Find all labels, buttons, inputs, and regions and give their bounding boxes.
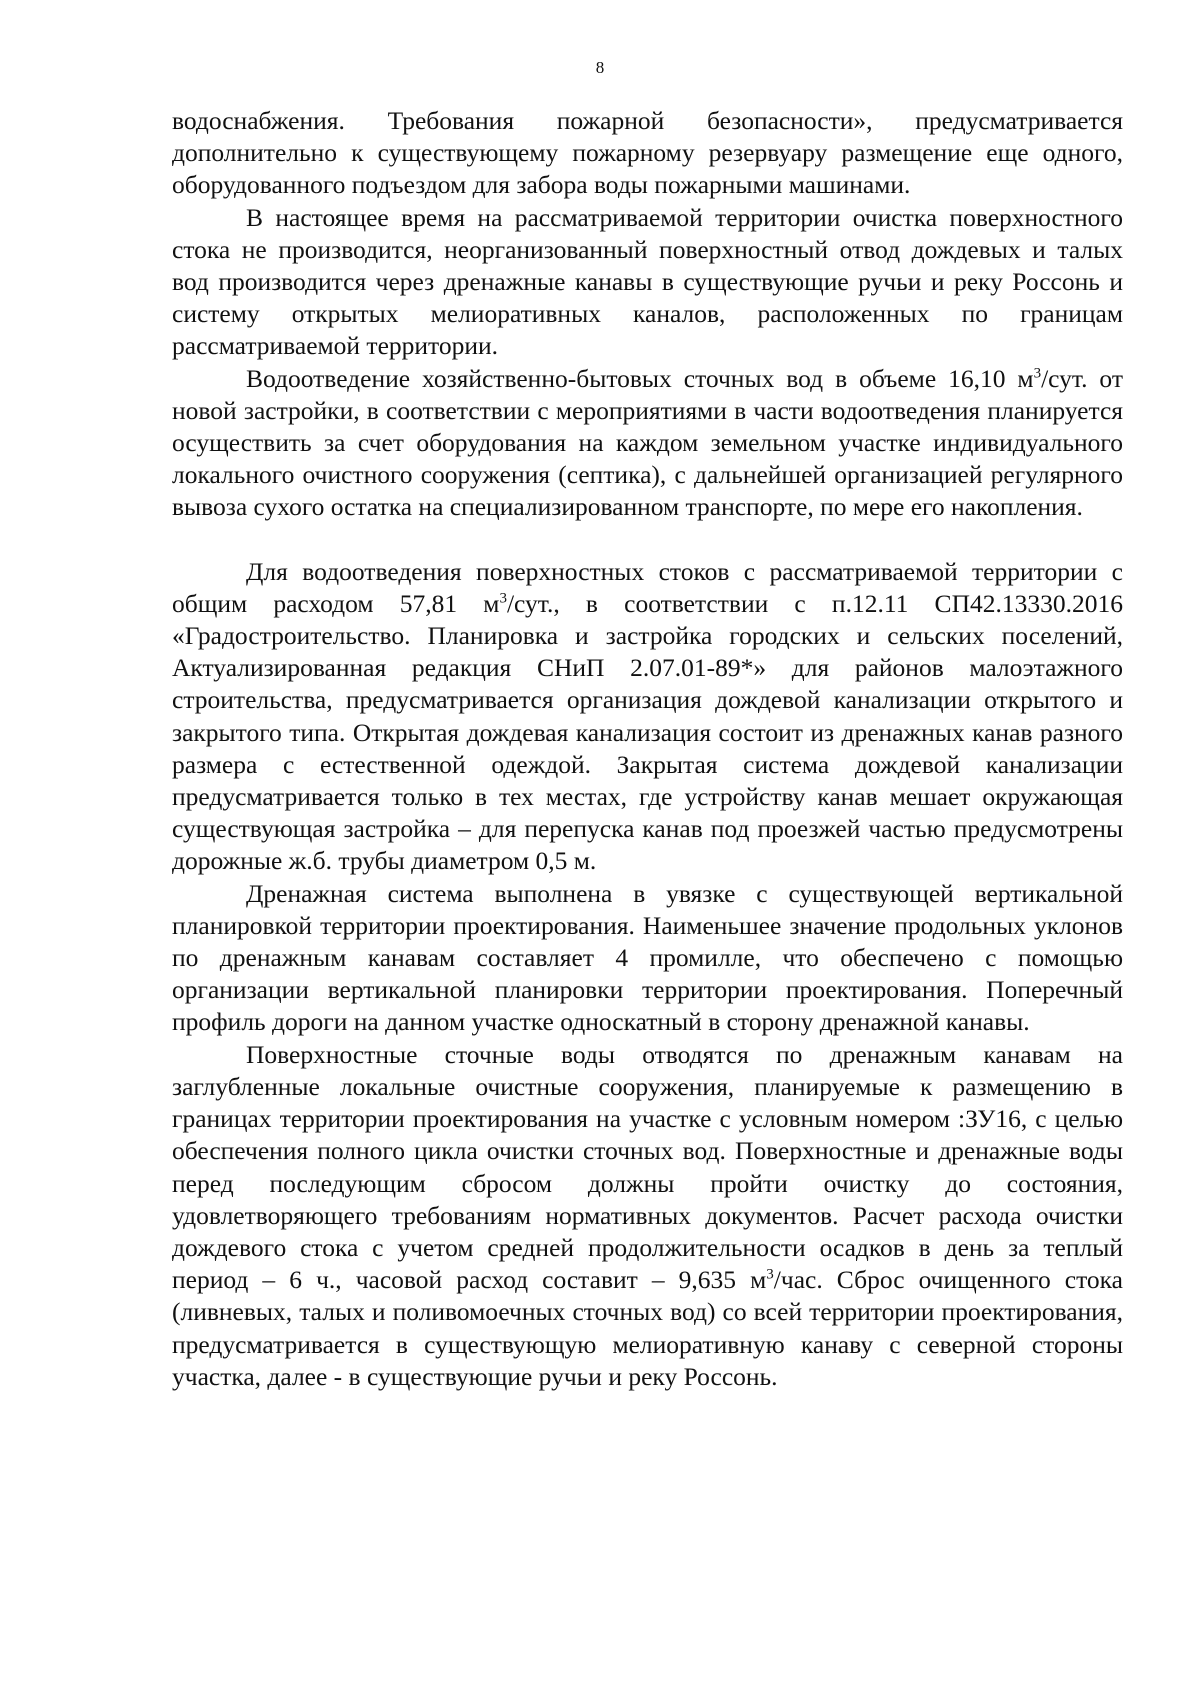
paragraph-treatment-facilities <box>172 1039 1123 1393</box>
paragraph-storm-sewer <box>172 556 1123 878</box>
paragraph-text: /час. Сброс очищенного стока (ливневых, талых и поливомоечных сточных вод) со всей территории проектирования, предусматривается в существующую мелиоративную канаву с северной стороны участка, далее - в существующие ручьи и реку Россонь. <box>172 1265 1123 1391</box>
paragraph-surface-runoff-current: В настоящее время на рассматриваемой территории очистка поверхностного стока не производится, неорганизованный поверхностный отвод дождевых и талых вод производится через дренажные канавы в существующие ручьи и реку Россонь и систему открытых мелиоративных каналов, расположенных по границам рассматриваемой территории. <box>172 202 1123 361</box>
paragraph-text: Поверхностные сточные воды отводятся по дренажным канавам на заглубленные локальные очистные сооружения, планируемые к размещению в границах территории проектирования на участке с условным номером :ЗУ16, с целью обеспечения полного цикла очистки сточных вод. Поверхностные и дренажные воды перед последующим сбросом должны пройти очистку до состояния, удовлетворяющего требованиям нормативных документов. Расчет расхода очистки дождевого стока с учетом средней продолжительности осадков в день за теплый период – 6 ч., часовой расход составит – 9,635 м <box>172 1039 1123 1295</box>
superscript: 3 <box>1033 365 1042 382</box>
paragraph-drainage-system: Дренажная система выполнена в увязке с существующей вертикальной планировкой территории проектирования. Наименьшее значение продольных уклонов по дренажным канавам составляет 4 промилле, что обеспечено с помощью организации вертикальной планировки территории проектирования. Поперечный профиль дороги на данном участке односкатный в сторону дренажной канавы. <box>172 878 1123 1037</box>
superscript: 3 <box>499 590 507 607</box>
superscript: 3 <box>766 1266 774 1283</box>
page-number: 8 <box>595 58 605 77</box>
paragraph-domestic-wastewater <box>172 363 1123 524</box>
paragraph-fire-water-supply: водоснабжения. Требования пожарной безопасности», предусматривается дополнительно к существующему пожарному резервуару размещение еще одного, оборудованного подъездом для забора воды пожарными машинами. <box>172 106 1123 200</box>
paragraph-text: Водоотведение хозяйственно-бытовых сточных вод в объеме 16,10 м <box>246 363 1034 393</box>
paragraph-text: /сут., в соответствии с п.12.11 СП42.13330.2016 «Градостроительство. Планировка и застройка городских и сельских поселений, Актуализированная редакция СНиП 2.07.01-89*» для районов малоэтажного строительства, предусматривается организация дождевой канализации открытого и закрытого типа. Открытая дождевая канализация состоит из дренажных канав разного размера с естественной одеждой. Закрытая система дождевой канализации предусматривается только в тех местах, где устройству канав мешает окружающая существующая застройка – для перепуска канав под проезжей частью предусмотрены дорожные ж.б. трубы диаметром 0,5 м. <box>172 588 1123 876</box>
paragraph-text: Для водоотведения поверхностных стоков с рассматриваемой территории с общим расходом 57,81 м <box>172 556 1123 618</box>
paragraph-text: /сут. от новой застройки, в соответствии с мероприятиями в части водоотведения планируется осуществить за счет оборудования на каждом земельном участке индивидуального локального очистного сооружения (септика), с дальнейшей организацией регулярного вывоза сухого остатка на специализированном транспорте, по мере его накопления. <box>172 363 1123 522</box>
document-body <box>172 105 1123 1393</box>
